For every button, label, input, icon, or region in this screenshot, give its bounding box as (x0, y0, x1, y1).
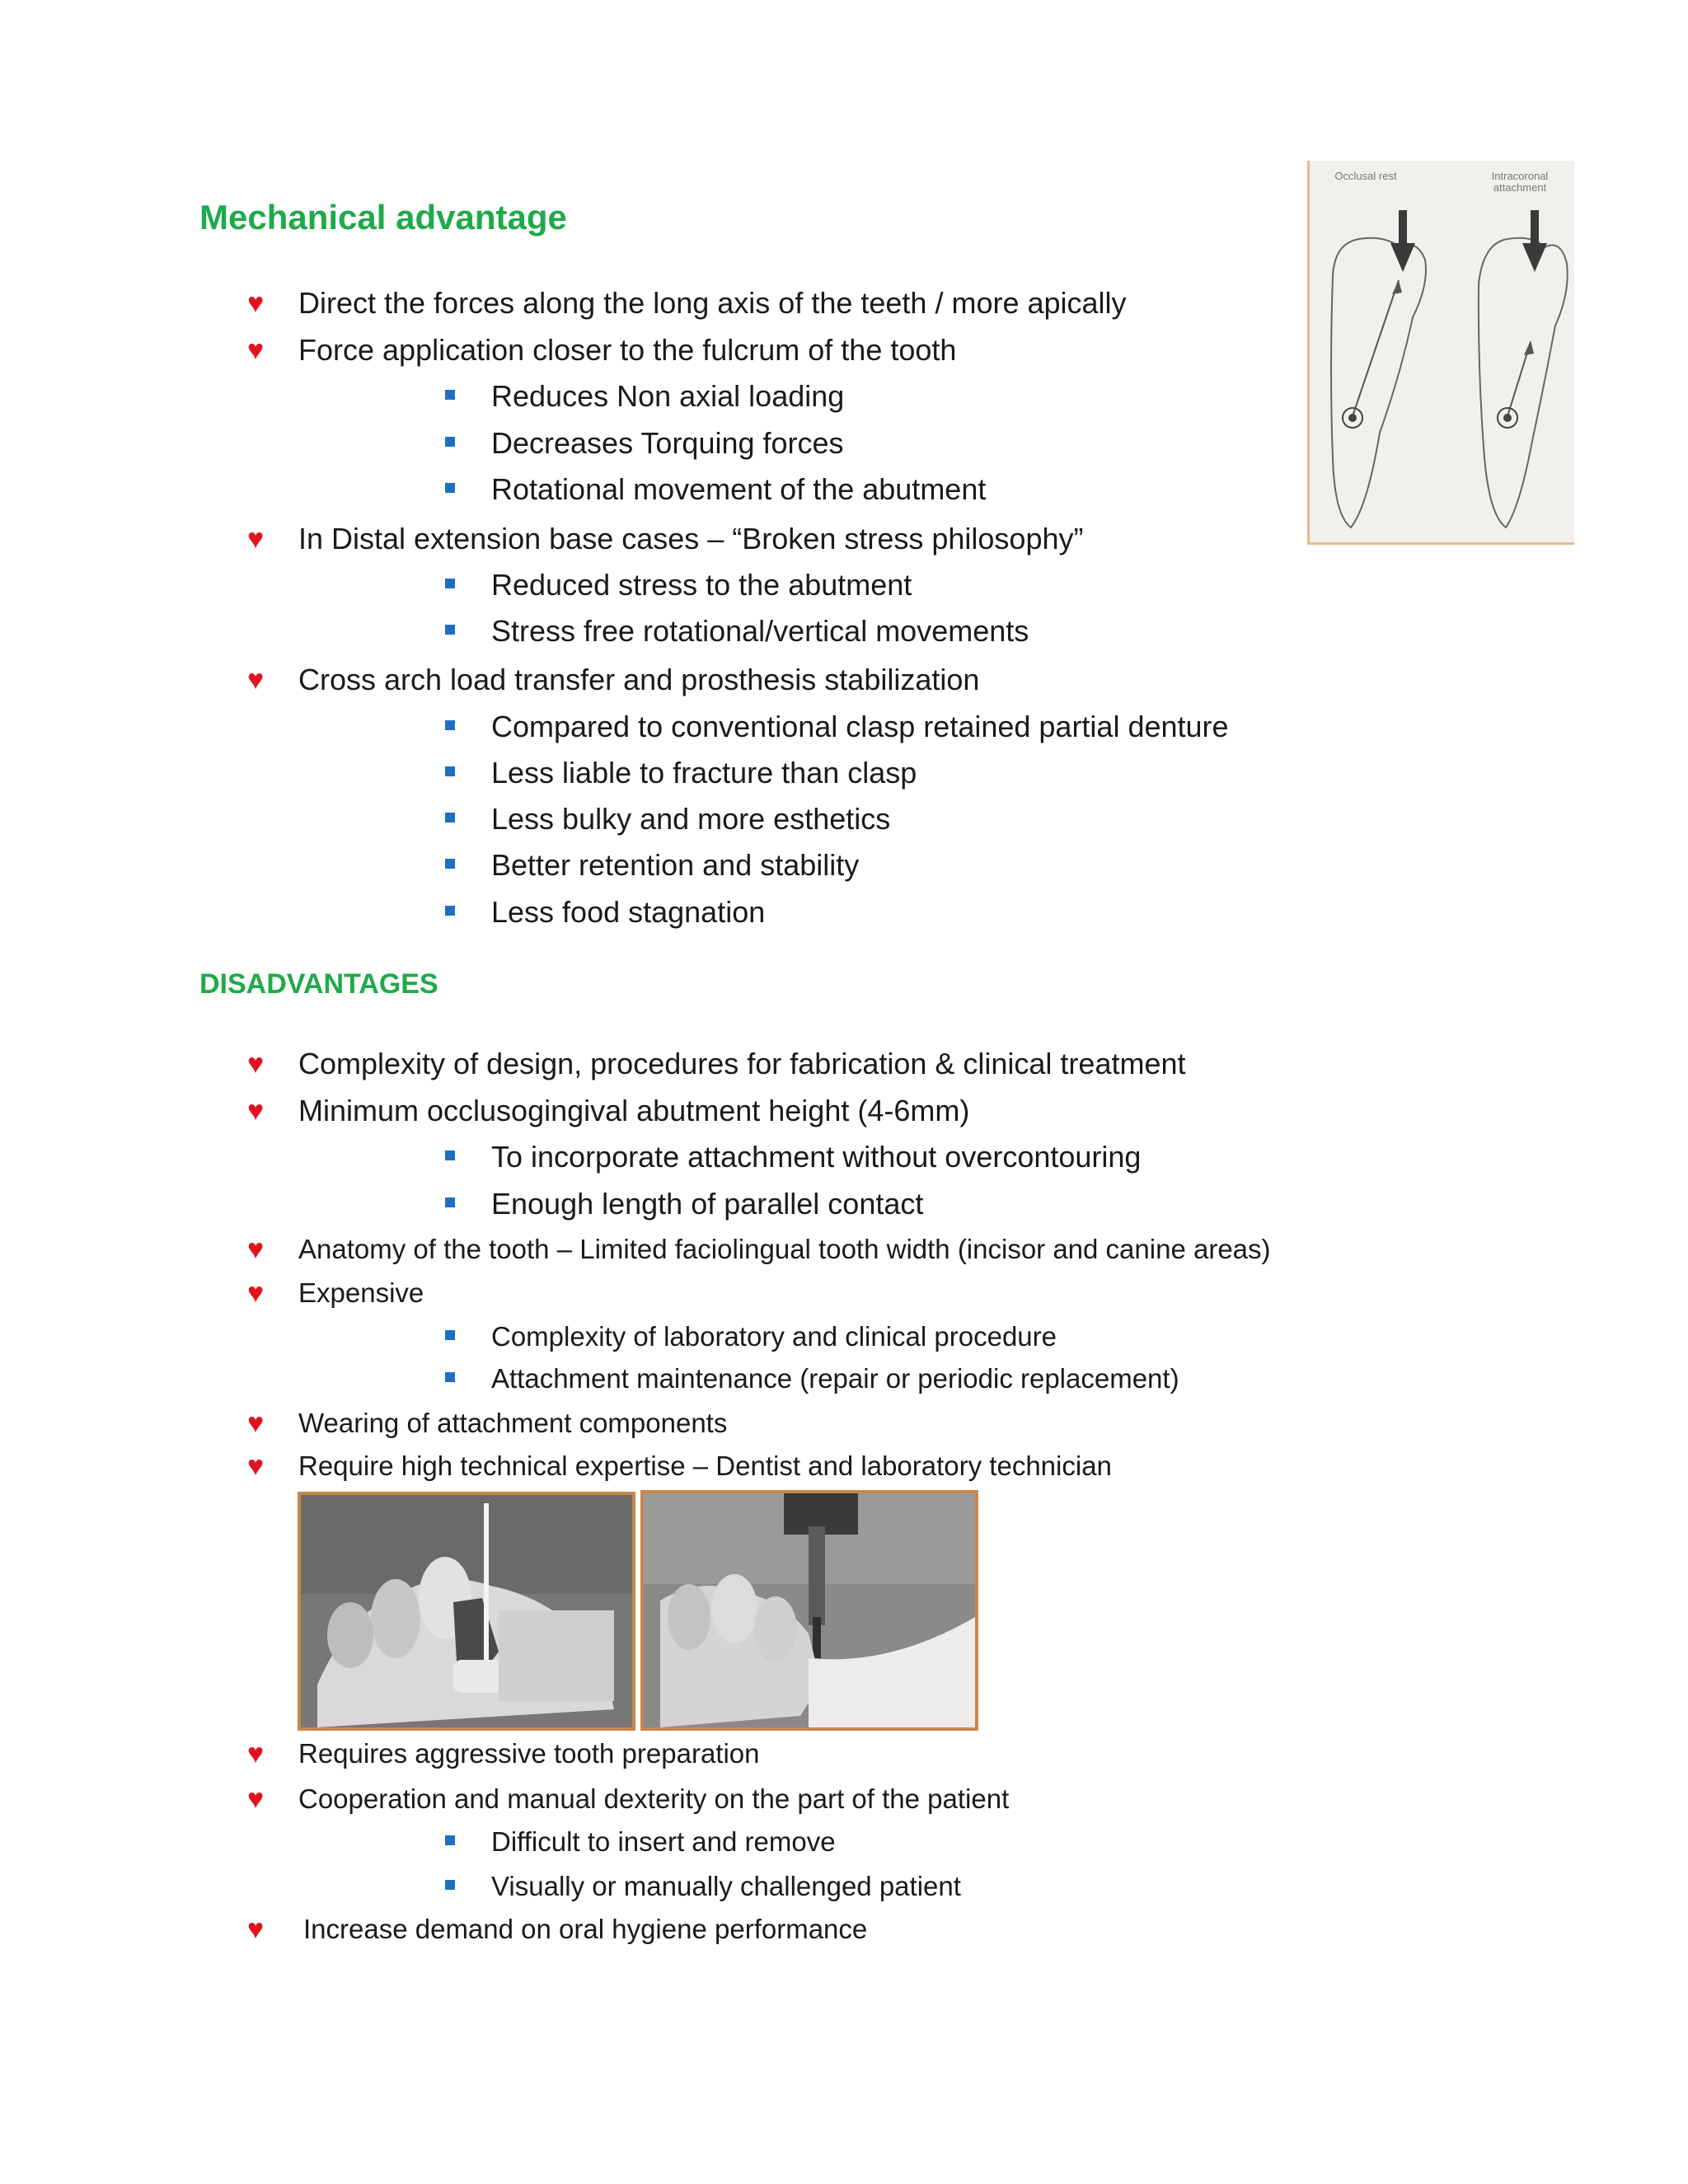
sub-list-item: Less liable to fracture than clasp (445, 755, 917, 791)
square-bullet-icon (445, 1880, 455, 1890)
sub-list-item: Rotational movement of the abutment (445, 471, 986, 508)
section-title-disadvantages: DISADVANTAGES (199, 968, 438, 1000)
list-item: ♥ Increase demand on oral hygiene performance (247, 1911, 867, 1947)
sub-list-item: Less bulky and more esthetics (445, 801, 890, 837)
square-bullet-icon (445, 1330, 455, 1340)
heart-bullet-icon: ♥ (247, 1234, 265, 1265)
heart-bullet-icon: ♥ (247, 1095, 265, 1127)
list-item: ♥ Cross arch load transfer and prosthesis stabilization (247, 663, 980, 696)
square-bullet-icon (445, 1372, 455, 1382)
square-bullet-icon (445, 813, 455, 823)
sub-list-item: Attachment maintenance (repair or periodic replacement) (445, 1361, 1179, 1397)
sub-list-item: Complexity of laboratory and clinical procedure (445, 1319, 1057, 1355)
teeth-diagram-drawing (1310, 161, 1574, 542)
list-item: ♥ Direct the forces along the long axis of the teeth / more apically (247, 286, 1127, 320)
square-bullet-icon (445, 1835, 455, 1845)
square-bullet-icon (445, 766, 455, 776)
square-bullet-icon (445, 906, 455, 916)
square-bullet-icon (445, 625, 455, 635)
heart-bullet-icon: ♥ (247, 664, 265, 696)
list-item: ♥ Force application closer to the fulcrum of the tooth (247, 333, 957, 367)
section-title-mechanical-advantage: Mechanical advantage (199, 198, 567, 237)
list-item: ♥ Require high technical expertise – Dentist and laboratory technician (247, 1448, 1112, 1484)
sub-list-item: Compared to conventional clasp retained partial denture (445, 709, 1229, 745)
dental-model-photo-2 (644, 1493, 975, 1727)
heart-bullet-icon: ♥ (247, 1048, 265, 1080)
square-bullet-icon (445, 1197, 455, 1207)
list-item: ♥ In Distal extension base cases – “Broken stress philosophy” (247, 522, 1084, 555)
heart-bullet-icon: ♥ (247, 288, 265, 319)
square-bullet-icon (445, 859, 455, 869)
heart-bullet-icon: ♥ (247, 1914, 265, 1945)
tooth-force-diagram (1307, 161, 1574, 545)
sub-list-item: Enough length of parallel contact (445, 1186, 923, 1222)
sub-list-item: Difficult to insert and remove (445, 1824, 836, 1860)
diagram-label-occlusal-rest: Occlusal rest (1334, 170, 1397, 182)
list-item: ♥ Minimum occlusogingival abutment height (4-6mm) (247, 1094, 970, 1127)
list-item: ♥ Cooperation and manual dexterity on the part of the patient (247, 1781, 1009, 1817)
list-item: ♥ Expensive (247, 1275, 424, 1311)
square-bullet-icon (445, 390, 455, 400)
heart-bullet-icon: ♥ (247, 523, 265, 555)
list-item: ♥ Requires aggressive tooth preparation (247, 1736, 760, 1772)
sub-list-item: Visually or manually challenged patient (445, 1868, 961, 1905)
photo-attachment-model (298, 1492, 635, 1731)
heart-bullet-icon: ♥ (247, 1277, 265, 1309)
diagram-label-intracoronal-attachment: Intracoronal attachment (1491, 170, 1549, 194)
list-item: ♥ Complexity of design, procedures for fabrication & clinical treatment (247, 1047, 1186, 1080)
list-item: ♥ Wearing of attachment components (247, 1405, 727, 1441)
heart-bullet-icon: ♥ (247, 1451, 265, 1482)
square-bullet-icon (445, 579, 455, 588)
square-bullet-icon (445, 1151, 455, 1160)
heart-bullet-icon: ♥ (247, 1783, 265, 1815)
sub-list-item: Less food stagnation (445, 894, 765, 930)
sub-list-item: Reduced stress to the abutment (445, 567, 912, 603)
sub-list-item: Decreases Torquing forces (445, 425, 844, 462)
sub-list-item: Reduces Non axial loading (445, 378, 844, 415)
square-bullet-icon (445, 437, 455, 447)
heart-bullet-icon: ♥ (247, 1408, 265, 1439)
list-item: ♥ Anatomy of the tooth – Limited faciolingual tooth width (incisor and canine areas) (247, 1231, 1271, 1268)
heart-bullet-icon: ♥ (247, 1738, 265, 1769)
sub-list-item: Better retention and stability (445, 847, 859, 883)
square-bullet-icon (445, 483, 455, 493)
sub-list-item: Stress free rotational/vertical movements (445, 613, 1029, 649)
sub-list-item: To incorporate attachment without overcontouring (445, 1139, 1141, 1175)
heart-bullet-icon: ♥ (247, 335, 265, 366)
photo-milling-attachment (640, 1490, 978, 1731)
dental-model-photo-1 (301, 1495, 632, 1727)
square-bullet-icon (445, 720, 455, 730)
